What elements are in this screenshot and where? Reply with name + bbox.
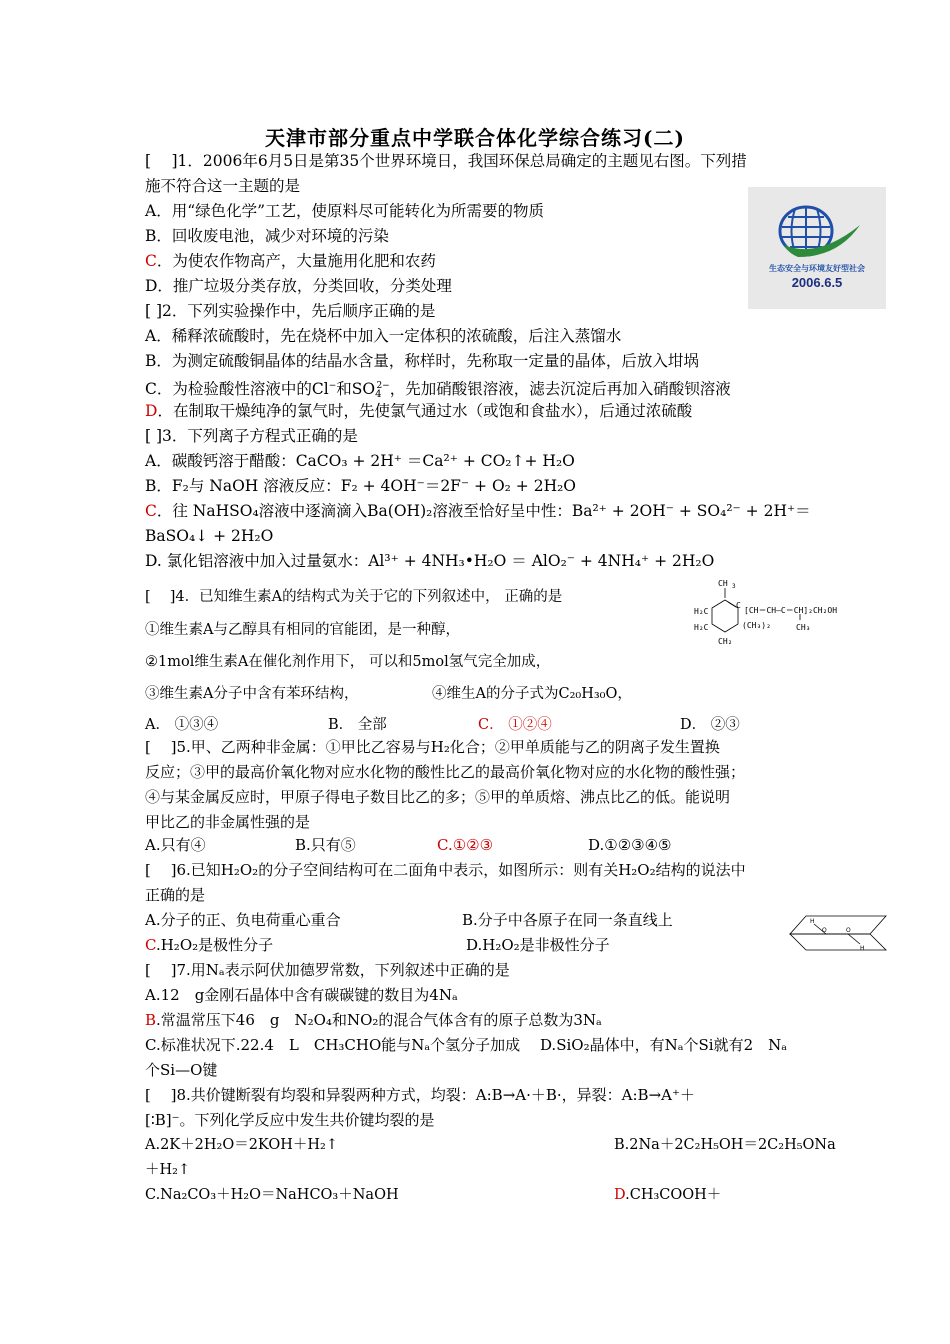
q1-option-d: D．推广垃圾分类存放，分类回收，分类处理 bbox=[145, 277, 452, 295]
fig-o-right: O bbox=[846, 927, 851, 934]
logo-date: 2006.6.5 bbox=[791, 275, 843, 290]
h2o2-dihedral-figure bbox=[786, 912, 890, 954]
q4-statement-4: ④维生A的分子式为C₂₀H₃₀O， bbox=[432, 686, 632, 702]
environment-day-logo bbox=[748, 187, 886, 309]
q7-option-a: A.12 g金刚石晶体中含有碳碳键的数目为4Nₐ bbox=[145, 986, 458, 1004]
q5-option-d: D.①②③④⑤ bbox=[588, 836, 672, 854]
q1-option-b: B．回收废电池，减少对环境的污染 bbox=[145, 227, 389, 245]
q7-option-c-d: C.标准状况下.22.4 L CH₃CHO能与Nₐ个氢分子加成 D.SiO₂晶体中，有Nₐ个Si就有2 Nₐ bbox=[145, 1036, 788, 1054]
q2-option-a: A．稀释浓硫酸时，先在烧杯中加入一定体积的浓硫酸，后注入蒸馏水 bbox=[145, 327, 622, 345]
q6-answer-letter: C bbox=[145, 936, 156, 954]
q3-option-c-cont: BaSO₄↓ + 2H₂O bbox=[145, 527, 274, 545]
q8-answer-letter: D bbox=[614, 1187, 626, 1203]
q5-stem-line4: 甲比乙的非金属性强的是 bbox=[145, 813, 311, 831]
q1-answer-letter: C bbox=[145, 252, 157, 270]
q4-stem: [ ]4．已知维生素A的结构式为关于它的下列叙述中， 正确的是 bbox=[145, 589, 563, 605]
q8-option-b-cont: ＋H₂↑ bbox=[145, 1162, 191, 1178]
struct-side-chain: [CH＝CH—C＝CH]₂CH₂OH bbox=[744, 606, 838, 615]
q1-option-c-text: ．为使农作物高产，大量施用化肥和农药 bbox=[156, 252, 436, 270]
struct-bottom-ch2: CH₂ bbox=[718, 637, 733, 646]
q7-option-d-cont: 个Si—O键 bbox=[145, 1061, 218, 1079]
q5-option-a: A.只有④ bbox=[145, 836, 206, 854]
q3-answer-letter: C bbox=[145, 502, 157, 520]
struct-dimethyl: (CH₃)₂ bbox=[742, 621, 771, 630]
q7-stem: [ ]7.用Nₐ表示阿伏加德罗常数，下列叙述中正确的是 bbox=[145, 961, 510, 979]
q1-option-c bbox=[145, 251, 436, 271]
fig-h-bottom: H bbox=[860, 945, 865, 952]
q5-stem-line3: ④与某金属反应时，甲原子得电子数目比乙的多；⑤甲的单质熔、沸点比乙的低。能说明 bbox=[145, 788, 731, 806]
struct-ch3-top-sub: 3 bbox=[732, 583, 736, 590]
q3-option-c bbox=[145, 501, 811, 521]
q1-stem-line1: [ ]1．2006年6月5日是第35个世界环境日，我国环保总局确定的主题见右图。下列措 bbox=[145, 152, 747, 170]
page-title: 天津市部分重点中学联合体化学综合练习(二) bbox=[265, 126, 685, 150]
q4-option-b: B． 全部 bbox=[328, 717, 387, 733]
q8-option-d bbox=[614, 1185, 721, 1205]
q8-option-a: A.2K＋2H₂O＝2KOH＋H₂↑ bbox=[145, 1137, 339, 1153]
struct-ch3-top: CH bbox=[718, 579, 728, 588]
q6-option-c-text: .H₂O₂是极性分子 bbox=[155, 936, 274, 954]
q8-option-b: B.2Na＋2C₂H₅OH＝2C₂H₅ONa bbox=[614, 1137, 836, 1153]
q2-option-b: B．为测定硫酸铜晶体的结晶水含量，称样时，先称取一定量的晶体，后放入坩埚 bbox=[145, 352, 699, 370]
q3-option-d: D. 氯化铝溶液中加入过量氨水：Al³⁺ + 4NH₃•H₂O ＝ AlO₂⁻ + 4NH₄⁺ + 2H₂O bbox=[145, 552, 715, 570]
q6-option-a: A.分子的正、负电荷重心重合 bbox=[145, 911, 341, 929]
q7-option-b bbox=[145, 1010, 602, 1030]
q3-option-a: A．碳酸钙溶于醋酸：CaCO₃ + 2H⁺ ＝Ca²⁺ + CO₂↑+ H₂O bbox=[145, 452, 575, 470]
q2-option-c-part2: 和SO bbox=[336, 380, 376, 398]
q6-stem-line1: [ ]6.已知H₂O₂的分子空间结构可在二面角中表示，如图所示：则有关H₂O₂结构的说法中 bbox=[145, 861, 746, 879]
q3-option-b: B．F₂与 NaOH 溶液反应：F₂ + 4OH⁻＝2F⁻ + O₂ + 2H₂O bbox=[145, 477, 577, 495]
q7-answer-letter: B bbox=[145, 1011, 157, 1029]
q4-option-c: C． ①②④ bbox=[478, 717, 552, 733]
fig-o-left: O bbox=[822, 927, 827, 934]
q4-statement-1: ①维生素A与乙醇具有相同的官能团，是一种醇， bbox=[145, 622, 460, 638]
q4-statement-2: ②1mol维生素A在催化剂作用下， 可以和5mol氢气完全加成， bbox=[145, 654, 551, 670]
q5-option-c: C.①②③ bbox=[437, 836, 494, 854]
struct-left-ch2-2: H₂C bbox=[694, 623, 709, 632]
q6-option-c bbox=[145, 935, 273, 955]
q8-option-d-text: .CH₃COOH＋ bbox=[625, 1187, 722, 1203]
q4-option-d: D． ②③ bbox=[680, 717, 740, 733]
q2-stem: [ ]2．下列实验操作中，先后顺序正确的是 bbox=[145, 302, 436, 320]
q2-option-c: C．为检验酸性溶液中的Cl−和$SO_4^{2-}$，先加硝酸银溶液，滤去沉淀后再加入硝酸钡溶液 bbox=[145, 380, 731, 400]
q2-option-d-text: ．在制取干燥纯净的氯气时，先使氯气通过水（或饱和食盐水），后通过浓硫酸 bbox=[157, 402, 693, 420]
q5-option-b: B.只有⑤ bbox=[295, 836, 356, 854]
q5-stem-line2: 反应；③甲的最高价氧化物对应水化物的酸性比乙的最高价氧化物对应的水化物的酸性强； bbox=[145, 763, 746, 781]
logo-caption: 生态安全与环境友好型社会 bbox=[769, 264, 865, 273]
struct-left-ch2: H₂C bbox=[694, 607, 709, 616]
q8-stem-line1: [ ]8.共价键断裂有均裂和异裂两种方式，均裂：A:B→A·＋B·，异裂：A:B→A⁺＋ bbox=[145, 1086, 695, 1104]
q6-option-d: D.H₂O₂是非极性分子 bbox=[466, 936, 610, 954]
q7-option-b-text: .常温常压下46 g N₂O₄和NO₂的混合气体含有的原子总数为3Nₐ bbox=[156, 1011, 602, 1029]
q2-option-d bbox=[145, 401, 692, 421]
q3-stem: [ ]3．下列离子方程式正确的是 bbox=[145, 427, 358, 445]
q4-statement-3: ③维生素A分子中含有苯环结构， bbox=[145, 686, 359, 702]
struct-c-label: C bbox=[736, 601, 741, 610]
q6-option-b: B.分子中各原子在同一条直线上 bbox=[462, 911, 673, 929]
q6-stem-line2: 正确的是 bbox=[145, 886, 206, 904]
q2-option-c-part1: C．为检验酸性溶液中的Cl bbox=[145, 380, 329, 398]
structure-diagram-icon bbox=[692, 578, 887, 650]
q2-answer-letter: D bbox=[145, 402, 158, 420]
q4-option-a: A． ①③④ bbox=[145, 717, 219, 733]
vitamin-a-structure bbox=[692, 578, 887, 650]
fig-h-top: H bbox=[810, 918, 815, 925]
q5-stem-line1: [ ]5.甲、乙两种非金属：①甲比乙容易与H₂化合；②甲单质能与乙的阴离子发生置换 bbox=[145, 738, 720, 756]
q8-stem-line2: [∶B]⁻。下列化学反应中发生共价键均裂的是 bbox=[145, 1111, 435, 1129]
globe-leaf-icon bbox=[748, 187, 886, 309]
q8-option-c: C.Na₂CO₃＋H₂O＝NaHCO₃＋NaOH bbox=[145, 1187, 399, 1203]
q1-stem-line2: 施不符合这一主题的是 bbox=[145, 177, 301, 195]
q2-option-c-part3: ，先加硝酸银溶液，滤去沉淀后再加入硝酸钡溶液 bbox=[389, 380, 731, 398]
q3-option-c-text: ．往 NaHSO₄溶液中逐滴滴入Ba(OH)₂溶液至恰好呈中性：Ba²⁺ + 2OH⁻ + SO₄²⁻ + 2H⁺＝ bbox=[156, 502, 811, 520]
struct-ch3-right: CH₃ bbox=[796, 623, 811, 632]
q1-option-a: A．用“绿色化学”工艺，使原料尽可能转化为所需要的物质 bbox=[145, 202, 545, 220]
dihedral-diagram-icon bbox=[786, 912, 890, 954]
